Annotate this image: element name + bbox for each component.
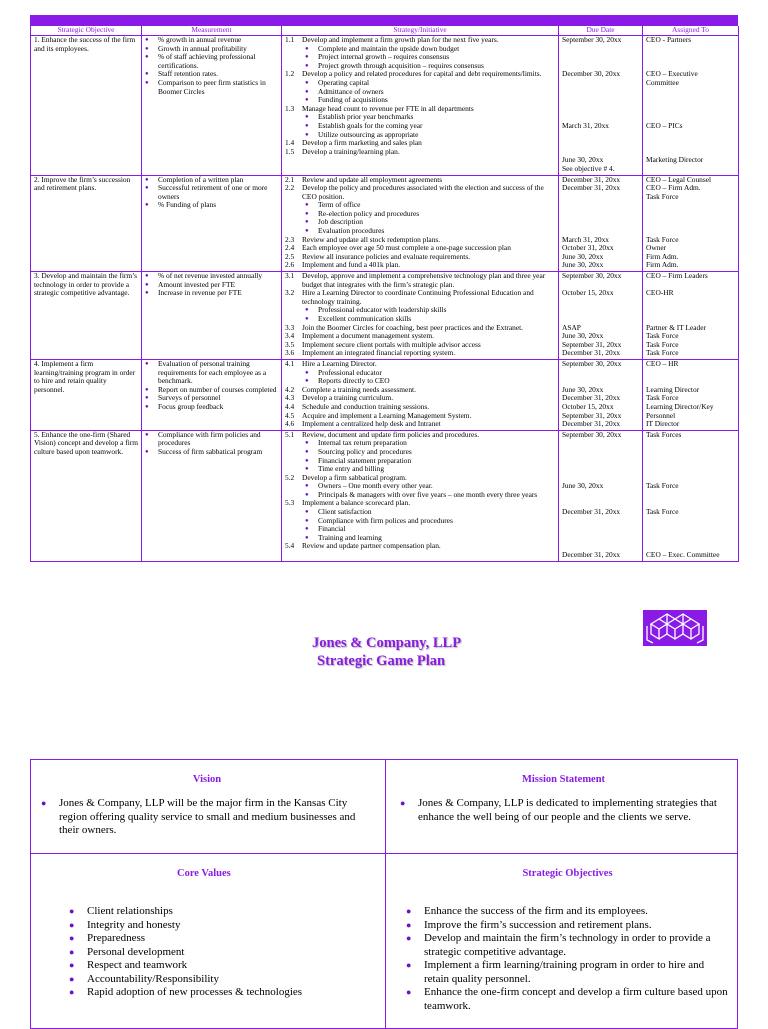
strategy-text: Develop the policy and procedures associated with the election and success of the CEO position. (302, 183, 544, 201)
bullet-disc-icon: ● (305, 466, 309, 473)
strategy-number: 4.1 (285, 358, 295, 368)
strategy-number: 1.2 (285, 69, 295, 79)
strategy-subitem-text: Internal tax return preparation (318, 438, 407, 448)
strategy-number: 3.6 (285, 348, 295, 358)
assigned-to-cell: CEO – Firm Leaders CEO-HR Partner & IT Leader Task Force Task Force Task Force (643, 272, 739, 360)
measurement-text: % of net revenue invested annually (158, 271, 263, 281)
due-date-cell: September 30, 20xx October 15, 20xx ASAP June 30, 20xx September 31, 20xx December 31, 20xx (559, 272, 643, 360)
strategy-number: 3.1 (285, 271, 295, 281)
due-date-cell: September 30, 20xx June 30, 20xx December 31, 20xx October 15, 20xx September 31, 20xx December 31, 20xx (559, 359, 643, 430)
strategy-cell (282, 430, 559, 561)
strategy-subitem-text: Project internal growth – requires consensus (318, 52, 450, 62)
bullet-disc-icon: ● (69, 919, 75, 930)
strategy-item (285, 349, 556, 358)
bullet-disc-icon: ● (145, 281, 149, 288)
strategy-item (285, 261, 556, 270)
strategic-objectives-heading: Strategic Objectives (522, 868, 613, 879)
core-value-item (69, 959, 373, 973)
bullet-disc-icon: ● (305, 526, 309, 533)
measurement-text: % of staff achieving professional certifications. (158, 52, 256, 70)
table-body (31, 36, 739, 562)
strategic-objective-item-text: Enhance the success of the firm and its employees. (424, 905, 648, 917)
core-value-item-text: Respect and teamwork (87, 959, 188, 971)
strategy-text: Implement and fund a 401k plan. (302, 260, 401, 270)
measurement-text: % Funding of plans (158, 200, 217, 210)
measurement-text: Increase in revenue per FTE (158, 288, 242, 298)
strategy-number: 5.3 (285, 498, 295, 508)
bullet-disc-icon: ● (41, 798, 47, 808)
vision-item: ● Jones & Company, LLP will be the major firm in the Kansas City region offering quality service to small and medium businesses and their owners. (41, 797, 356, 836)
core-values-heading: Core Values (177, 868, 231, 879)
objective-cell (31, 36, 142, 176)
bullet-disc-icon: ● (305, 440, 309, 447)
strategy-subitem-text: Client satisfaction (318, 507, 372, 517)
bullet-disc-icon: ● (406, 987, 412, 997)
bullet-disc-icon: ● (305, 316, 309, 322)
core-value-item-text: Rapid adoption of new processes & technologies (87, 986, 303, 998)
strategy-text: Hire a Learning Director. (302, 358, 377, 368)
strategic-objective-item (406, 932, 729, 959)
bullet-disc-icon: ● (305, 97, 309, 104)
assigned-to-cell: CEO – Legal Counsel CEO – Firm Adm. Task Force Task Force Owner Firm Adm. Firm Adm. (643, 175, 739, 272)
measurement-text: Surveys of personnel (158, 393, 221, 403)
bullet-disc-icon: ● (305, 228, 309, 235)
company-name: Jones & Company, LLP (312, 635, 462, 651)
strategy-number: 1.3 (285, 103, 295, 113)
measurement-item (145, 184, 279, 201)
strategy-number: 5.4 (285, 541, 295, 551)
vision-heading: Vision (192, 774, 222, 785)
cube-stack-logo-icon (643, 610, 707, 646)
measurement-cell (142, 175, 282, 272)
strategy-number: 4.2 (285, 384, 295, 394)
strategy-number: 4.5 (285, 410, 295, 420)
core-value-item (69, 919, 373, 933)
strategy-subitem-text: Owners – One month every other year. (318, 481, 433, 491)
strategy-subitem-text: Professional educator (318, 367, 382, 377)
mission-heading: Mission Statement (521, 774, 606, 785)
strategy-subitem-text: Re-election policy and procedures (318, 208, 420, 218)
bullet-disc-icon: ● (406, 933, 412, 943)
bullet-disc-icon: ● (145, 54, 149, 61)
strategy-subitem-text: Job description (318, 217, 363, 227)
bullet-disc-icon: ● (305, 62, 309, 69)
assigned-to-cell: CEO – HR Learning Director Task Force Learning Director/Key Personnel IT Director (643, 359, 739, 430)
strategy-text: Develop a training/learning plan. (302, 146, 400, 156)
strategy-text: Review and update all stock redemption plans. (302, 234, 441, 244)
strategic-objective-item-text: Develop and maintain the firm’s technology in order to provide a strategic competitive advantage. (424, 932, 711, 958)
strategy-number: 4.4 (285, 401, 295, 411)
bullet-disc-icon: ● (145, 273, 149, 280)
strategic-plan-table-wrap (30, 15, 738, 562)
vision-panel (31, 760, 385, 853)
bullet-disc-icon: ● (305, 509, 309, 516)
strategic-objective-item (406, 919, 729, 933)
strategic-objective-item-text: Implement a firm learning/training program in order to hire and retain quality personnel. (424, 959, 705, 985)
bullet-disc-icon: ● (305, 122, 309, 129)
bullet-disc-icon: ● (305, 88, 309, 95)
table-row (31, 359, 739, 430)
strategy-text: Implement a balance scorecard plan. (302, 498, 411, 508)
strategy-subitem-text: Excellent communication skills (318, 314, 412, 323)
strategy-number: 2.1 (285, 174, 295, 184)
core-value-item (69, 973, 373, 987)
bullet-disc-icon: ● (400, 798, 406, 808)
bullet-disc-icon: ● (69, 946, 75, 957)
strategic-objective-item (406, 986, 729, 1013)
bullet-disc-icon: ● (145, 71, 149, 78)
strategy-text: Review and update all employment agreements (302, 174, 443, 184)
objective-text: 5. Enhance the one-firm (Shared Vision) concept and develop a firm culture based upon teamwork. (34, 429, 139, 456)
bullet-disc-icon: ● (305, 483, 309, 490)
core-value-item (69, 986, 373, 1000)
strategy-subitem-text: Principals & managers with over five years – one month every three years (318, 489, 538, 499)
strategic-plan-table (30, 26, 739, 562)
core-value-item (69, 932, 373, 946)
bullet-disc-icon: ● (305, 54, 309, 61)
core-value-item-text: Personal development (87, 945, 185, 958)
measurement-item (145, 360, 279, 386)
strategy-subitem-text: Training and learning (318, 532, 382, 542)
strategy-text: Implement a document management system. (302, 331, 434, 341)
core-value-item (69, 946, 373, 960)
assigned-to-cell: Task Forces Task Force Task Force CEO – Exec. Committee (643, 430, 739, 561)
bullet-disc-icon: ● (145, 202, 149, 209)
bullet-disc-icon: ● (145, 395, 149, 402)
strategy-text: Acquire and implement a Learning Management System. (302, 410, 472, 420)
mission-item: ● Jones & Company, LLP is dedicated to implementing strategies that enhance the well being of our people and the clients we serve. (400, 797, 717, 823)
core-value-item-text: Accountability/Responsibility (87, 972, 219, 985)
bullet-disc-icon: ● (305, 378, 309, 385)
strategy-text: Each employee over age 50 must complete a one-page succession plan (302, 243, 511, 253)
bullet-disc-icon: ● (145, 386, 149, 393)
strategy-subitem-text: Complete and maintain the upside down budget (318, 43, 460, 53)
header-assigned-to: Assigned To (643, 26, 739, 36)
measurement-item (145, 403, 279, 412)
header-measurement: Measurement (142, 26, 282, 36)
bullet-disc-icon: ● (145, 79, 149, 86)
strategy-number: 2.6 (285, 260, 295, 270)
plan-title: Strategic Game Plan (317, 653, 446, 669)
bullet-disc-icon: ● (305, 219, 309, 226)
header-due-date: Due Date (559, 26, 643, 36)
due-date-cell: December 31, 20xx December 31, 20xx March 31, 20xx October 31, 20xx June 30, 20xx June 30, 20xx (559, 175, 643, 272)
strategy-text: Develop, approve and implement a comprehensive technology plan and three year budget that integrates with the firm’s strategic plan. (302, 271, 546, 289)
strategy-subitem-text: Financial (318, 524, 346, 534)
strategy-cell (282, 175, 559, 272)
strategy-number: 2.4 (285, 243, 295, 253)
bullet-disc-icon: ● (305, 307, 309, 314)
bullet-disc-icon: ● (145, 37, 149, 43)
strategy-subitem-text: Reports directly to CEO (318, 376, 390, 386)
strategy-text: Develop a policy and related procedures for capital and debt requirements/limits. (302, 69, 542, 79)
strategy-text: Implement secure client portals with multiple advisor access (302, 339, 481, 349)
measurement-text: Successful retirement of one or more owners (158, 183, 268, 201)
strategy-subitem-text: Project growth through acquisition – requires consensus (318, 60, 484, 70)
bullet-disc-icon: ● (145, 45, 149, 52)
measurement-cell (142, 359, 282, 430)
bullet-disc-icon: ● (305, 114, 309, 121)
bullet-disc-icon: ● (305, 79, 309, 86)
strategy-text: Join the Boomer Circles for coaching, best peer practices and the Extranet. (302, 322, 524, 332)
assigned-to-cell: CEO - Partners CEO – Executive Committee CEO – PICs Marketing Director (643, 36, 739, 176)
measurement-text: Evaluation of personal training requirements for each employee as a benchmark. (158, 358, 267, 386)
mission-list (400, 797, 727, 824)
measurement-text: Completion of a written plan (158, 174, 244, 184)
strategy-text: Implement an integrated financial reporting system. (302, 348, 456, 358)
strategy-number: 1.1 (285, 35, 295, 44)
strategy-subitem-text: Sourcing policy and procedures (318, 446, 412, 456)
objective-cell (31, 359, 142, 430)
strategy-number: 2.2 (285, 183, 295, 193)
core-value-item-text: Preparedness (87, 932, 146, 944)
strategy-text: Implement a centralized help desk and Intranet (302, 419, 441, 429)
bullet-disc-icon: ● (69, 960, 75, 970)
strategy-subitem-text: Utilize outsourcing as appropriate (318, 129, 419, 139)
strategy-item (285, 289, 556, 306)
objective-text: 3. Develop and maintain the firm’s technology in order to provide a strategic competitive advantage. (34, 271, 138, 298)
strategy-subitem-text: Operating capital (318, 77, 370, 87)
strategy-item (285, 542, 556, 551)
strategy-subitem-text: Professional educator with leadership skills (318, 305, 447, 315)
strategy-subitem-text: Establish goals for the coming year (318, 120, 423, 130)
bullet-disc-icon: ● (305, 369, 309, 376)
bullet-disc-icon: ● (406, 919, 412, 930)
objective-text: 4. Implement a firm learning/training program in order to hire and retain quality personnel. (34, 358, 136, 394)
table-row (31, 175, 739, 272)
strategy-number: 3.5 (285, 339, 295, 349)
strategy-subitem-text: Compliance with firm polices and procedures (318, 515, 453, 525)
strategy-text: Review and update partner compensation plan. (302, 541, 441, 551)
core-values-list (69, 905, 373, 1000)
strategy-number: 3.2 (285, 288, 295, 298)
strategy-item (285, 148, 556, 157)
bullet-disc-icon: ● (145, 403, 149, 410)
strategy-text: Develop a firm marketing and sales plan (302, 138, 422, 148)
strategy-number: 3.3 (285, 322, 295, 332)
due-date-cell: September 30, 20xx June 30, 20xx December 31, 20xx December 31, 20xx (559, 430, 643, 561)
bullet-disc-icon: ● (305, 448, 309, 455)
objective-cell (31, 272, 142, 360)
strategy-text: Review, document and update firm policies and procedures. (302, 429, 480, 439)
header-objective: Strategic Objective (31, 26, 142, 36)
strategy-item (285, 420, 556, 429)
strategy-number: 5.2 (285, 472, 295, 482)
strategy-subitem-text: Establish prior year benchmarks (318, 112, 414, 122)
bullet-disc-icon: ● (145, 176, 149, 183)
measurement-text: Staff retention rates. (158, 69, 218, 79)
bullet-disc-icon: ● (305, 491, 309, 498)
strategic-objective-item (406, 959, 729, 986)
core-values-panel (31, 854, 385, 1028)
objective-cell (31, 175, 142, 272)
strategic-objective-item (406, 905, 729, 919)
bullet-disc-icon: ● (305, 457, 309, 464)
strategy-number: 5.1 (285, 429, 295, 439)
measurement-item (145, 431, 279, 448)
strategy-number: 2.5 (285, 251, 295, 261)
bullet-disc-icon: ● (69, 906, 75, 916)
bullet-disc-icon: ● (145, 360, 149, 367)
mission-panel (386, 760, 737, 853)
objective-text: 1. Enhance the success of the firm and its employees. (34, 35, 136, 53)
measurement-text: Focus group feedback (158, 401, 224, 411)
core-value-item-text: Client relationships (87, 905, 173, 917)
bullet-disc-icon: ● (69, 933, 75, 943)
strategy-text: Schedule and conduction training sessions. (302, 401, 430, 411)
bullet-disc-icon: ● (145, 431, 149, 438)
objective-cell (31, 430, 142, 561)
measurement-text: Growth in annual profitability (158, 43, 247, 53)
measurement-item (145, 289, 279, 298)
strategic-objective-item-text: Enhance the one-firm concept and develop a firm culture based upon teamwork. (424, 986, 728, 1012)
strategy-number: 1.4 (285, 138, 295, 148)
strategy-cell (282, 36, 559, 176)
header-strategy: Strategy/Initiative (282, 26, 559, 36)
title-block (312, 634, 461, 670)
measurement-cell (142, 36, 282, 176)
strategy-subitem-text: Evaluation procedures (318, 226, 385, 236)
strategy-text: Complete a training needs assessment. (302, 384, 416, 394)
strategy-subitem-text: Financial statement preparation (318, 455, 412, 465)
strategy-text: Review all insurance policies and evaluate requirements. (302, 251, 471, 261)
strategy-subitem-text: Admittance of owners (318, 86, 384, 96)
measurement-text: % growth in annual revenue (158, 35, 242, 44)
core-value-item (69, 905, 373, 919)
strategy-subitem-text: Term of office (318, 200, 361, 210)
strategic-objectives-panel (386, 854, 737, 1028)
table-row (31, 36, 739, 176)
measurement-text: Amount invested per FTE (158, 279, 235, 289)
core-value-item-text: Integrity and honesty (87, 918, 181, 931)
measurement-item (145, 53, 279, 70)
bullet-disc-icon: ● (69, 987, 75, 997)
strategy-cell (282, 359, 559, 430)
strategy-number: 3.4 (285, 331, 295, 341)
bullet-disc-icon: ● (145, 185, 149, 192)
measurement-item (145, 201, 279, 210)
measurement-text: Success of firm sabbatical program (158, 446, 263, 456)
bullet-disc-icon: ● (305, 45, 309, 52)
bullet-disc-icon: ● (406, 960, 412, 970)
bullet-disc-icon: ● (305, 210, 309, 217)
strategic-objectives-list (406, 905, 729, 1013)
plan-summary-panels (30, 759, 738, 1029)
bullet-disc-icon: ● (305, 131, 309, 138)
strategy-text: Develop a training curriculum. (302, 393, 394, 403)
measurement-cell (142, 272, 282, 360)
vision-list (41, 797, 373, 838)
measurement-text: Comparison to peer firm statistics in Boomer Circles (158, 77, 266, 96)
measurement-item (145, 79, 279, 96)
strategy-item (285, 272, 556, 289)
strategy-text: Hire a Learning Director to coordinate Continuing Professional Education and technology training. (302, 288, 534, 306)
bullet-disc-icon: ● (305, 517, 309, 524)
measurement-text: Report on number of courses completed (158, 384, 277, 394)
strategy-number: 2.3 (285, 234, 295, 244)
strategy-item (285, 184, 556, 201)
strategy-subitem-text: Funding of acquisitions (318, 95, 388, 105)
bullet-disc-icon: ● (145, 290, 149, 297)
measurement-text: Compliance with firm policies and procedures (158, 429, 261, 448)
table-row (31, 430, 739, 561)
measurement-item (145, 448, 279, 457)
table-top-bar (30, 15, 738, 26)
strategy-text: Develop a firm sabbatical program. (302, 472, 407, 482)
measurement-cell (142, 430, 282, 561)
strategic-objective-item-text: Improve the firm’s succession and retirement plans. (424, 918, 652, 931)
strategy-number: 1.5 (285, 146, 295, 156)
objective-text: 2. Improve the firm’s succession and retirement plans. (34, 174, 131, 193)
strategy-number: 4.3 (285, 393, 295, 403)
strategy-subitem-text: Time entry and billing (318, 464, 385, 474)
strategy-text: Manage head count to revenue per FTE in all departments (302, 103, 474, 113)
bullet-disc-icon: ● (305, 202, 309, 209)
strategy-number: 4.6 (285, 419, 295, 429)
bullet-disc-icon: ● (406, 906, 412, 916)
due-date-cell: September 30, 20xx December 30, 20xx March 31, 20xx June 30, 20xx See objective # 4. (559, 36, 643, 176)
strategy-cell (282, 272, 559, 360)
strategy-text: Develop and implement a firm growth plan for the next five years. (302, 35, 499, 44)
bullet-disc-icon: ● (145, 448, 149, 455)
table-row (31, 272, 739, 360)
bullet-disc-icon: ● (305, 534, 309, 541)
bullet-disc-icon: ● (69, 973, 75, 984)
